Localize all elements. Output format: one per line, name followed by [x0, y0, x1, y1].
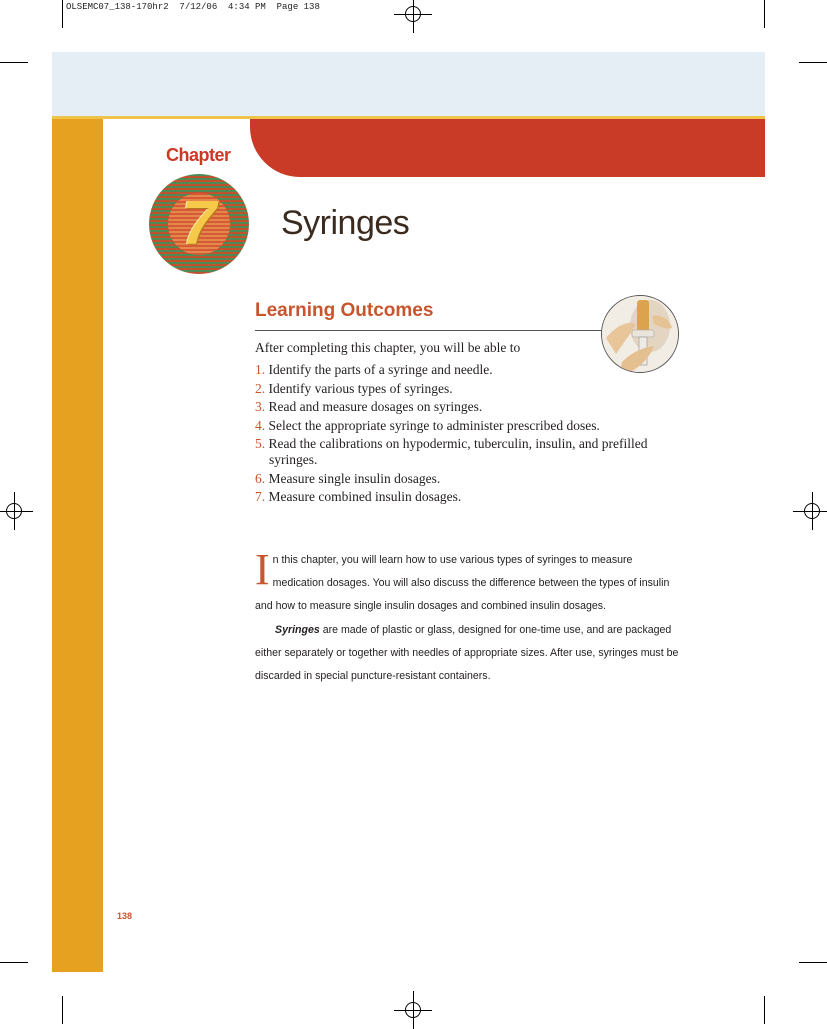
crop-mark	[764, 996, 765, 1024]
learning-outcomes-list	[255, 362, 675, 508]
key-term: Syringes	[275, 623, 320, 636]
learning-outcomes-heading: Learning Outcomes	[255, 300, 434, 321]
heading-rule	[255, 330, 602, 331]
syringes-paragraph: Syringes are made of plastic or glass, designed for one-time use, and are packaged either separately or together with needles of appropriate sizes. After use, syringes must be discarded in special puncture-resistant containers.	[255, 623, 679, 683]
list-item: 6. Measure single insulin dosages.	[255, 470, 441, 486]
list-item: 7. Measure combined insulin dosages.	[255, 489, 462, 504]
crop-mark	[0, 962, 28, 963]
registration-mark-icon	[801, 500, 823, 522]
crop-mark	[0, 62, 28, 63]
registration-mark-icon	[402, 999, 424, 1021]
printer-slug-line: OLSEMC07_138-170hr2 7/12/06 4:34 PM Page 138	[66, 2, 320, 12]
list-item: 4. Select the appropriate syringe to administer prescribed doses.	[255, 417, 600, 433]
header-band	[52, 52, 765, 116]
list-item: 2. Identify various types of syringes.	[255, 380, 453, 396]
list-item: 1. Identify the parts of a syringe and needle.	[255, 362, 493, 377]
crop-mark	[62, 996, 63, 1024]
intro-paragraph: In this chapter, you will learn how to use various types of syringes to measure medication dosages. You will also discuss the difference between the types of insulin and how to measure single insulin dosages and combined insulin dosages.	[255, 545, 670, 613]
side-color-bar	[52, 119, 103, 972]
chapter-red-band	[250, 119, 765, 177]
crop-mark	[799, 962, 827, 963]
crop-mark	[62, 0, 63, 28]
chapter-introduction	[255, 545, 681, 688]
list-item: 5. Read the calibrations on hypodermic, tuberculin, insulin, and prefilled syringes.	[255, 436, 648, 467]
registration-mark-icon	[3, 500, 25, 522]
chapter-title: Syringes	[281, 204, 410, 242]
outcomes-intro: After completing this chapter, you will be able to	[255, 340, 521, 355]
chapter-number-badge	[149, 174, 249, 274]
registration-mark-icon	[402, 3, 424, 25]
page-number: 138	[117, 911, 133, 921]
drop-cap: I	[255, 545, 270, 594]
list-item: 3. Read and measure dosages on syringes.	[255, 399, 483, 414]
crop-mark	[799, 62, 827, 63]
chapter-label: Chapter	[166, 145, 231, 165]
chapter-number: 7	[181, 189, 217, 258]
crop-mark	[764, 0, 765, 28]
